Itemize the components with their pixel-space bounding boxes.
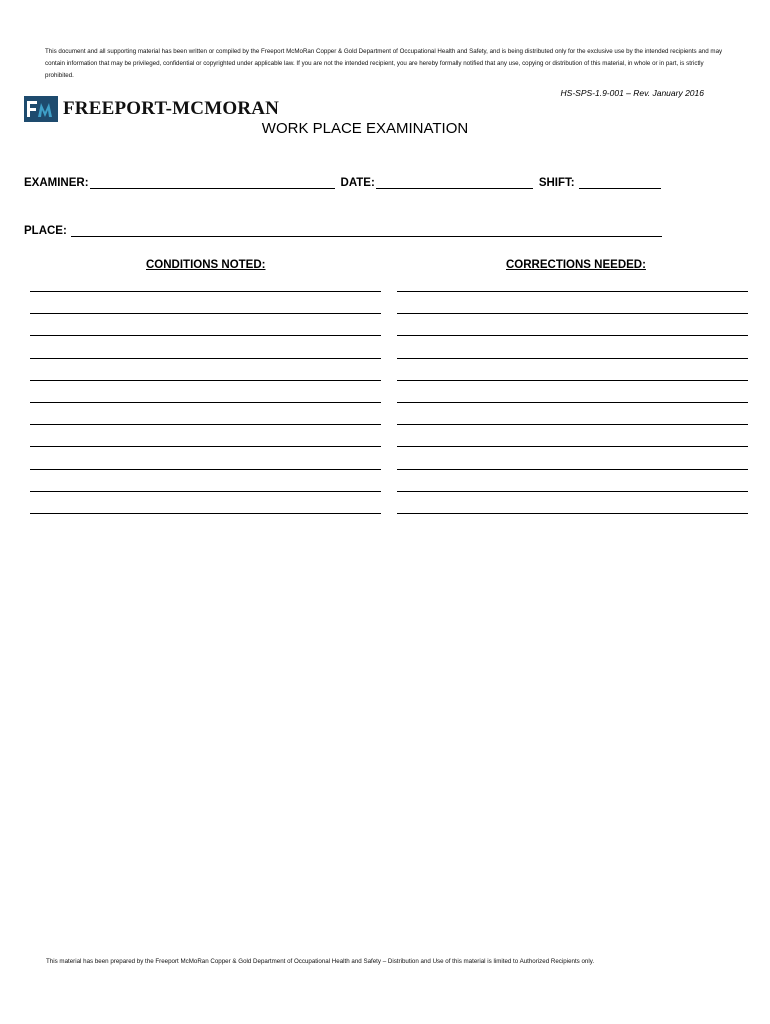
date-field[interactable]	[376, 176, 533, 189]
correction-entry-line[interactable]	[397, 313, 748, 335]
correction-entry-line[interactable]	[397, 380, 748, 402]
condition-entry-line[interactable]	[30, 446, 381, 468]
conditions-noted-lines	[30, 291, 381, 535]
examiner-date-shift-row	[24, 176, 661, 189]
corrections-needed-lines	[397, 291, 748, 535]
corrections-needed-heading: CORRECTIONS NEEDED:	[506, 259, 646, 271]
shift-field[interactable]	[579, 176, 661, 189]
condition-entry-line[interactable]	[30, 491, 381, 513]
form-title: WORK PLACE EXAMINATION	[261, 120, 469, 137]
correction-entry-line[interactable]	[397, 358, 748, 380]
company-name: FREEPORT-MCMORAN	[63, 98, 280, 119]
correction-entry-line[interactable]	[397, 513, 748, 535]
company-logo	[24, 96, 279, 122]
condition-entry-line[interactable]	[30, 469, 381, 491]
condition-entry-line[interactable]	[30, 358, 381, 380]
correction-entry-line[interactable]	[397, 291, 748, 313]
date-label: DATE:	[340, 177, 375, 189]
examiner-label: EXAMINER:	[24, 177, 89, 189]
correction-entry-line[interactable]	[397, 469, 748, 491]
fcx-logo-icon	[24, 96, 58, 122]
condition-entry-line[interactable]	[30, 313, 381, 335]
condition-entry-line[interactable]	[30, 424, 381, 446]
correction-entry-line[interactable]	[397, 402, 748, 424]
condition-entry-line[interactable]	[30, 335, 381, 357]
condition-entry-line[interactable]	[30, 380, 381, 402]
conditions-noted-heading: CONDITIONS NOTED:	[146, 259, 266, 271]
place-label: PLACE:	[24, 225, 67, 237]
condition-entry-line[interactable]	[30, 402, 381, 424]
correction-entry-line[interactable]	[397, 491, 748, 513]
condition-entry-line[interactable]	[30, 513, 381, 535]
condition-entry-line[interactable]	[30, 291, 381, 313]
correction-entry-line[interactable]	[397, 335, 748, 357]
place-row	[24, 224, 662, 237]
correction-entry-line[interactable]	[397, 446, 748, 468]
place-field[interactable]	[71, 224, 662, 237]
distribution-footer: This material has been prepared by the Freeport McMoRan Copper & Gold Department of Occupational Health and Safety – Distribution and Use of this material is limited to Authorized Recipients only.	[46, 958, 595, 965]
correction-entry-line[interactable]	[397, 424, 748, 446]
confidentiality-disclaimer: This document and all supporting material has been written or compiled by the Freeport McMoRan Copper & Gold Department of Occupational Health and Safety, and is being distributed only for the exclusive use by the intended recipients and may contain information that may be privileged, confidential or copyrighted under applicable law. If you are not the intended recipient, you are hereby formally notified that any use, copying or distribution of this material, in whole or in part, is strictly prohibited.	[45, 48, 723, 79]
examiner-field[interactable]	[90, 176, 335, 189]
shift-label: SHIFT:	[538, 177, 575, 189]
document-id: HS-SPS-1.9-001 – Rev. January 2016	[560, 88, 704, 98]
